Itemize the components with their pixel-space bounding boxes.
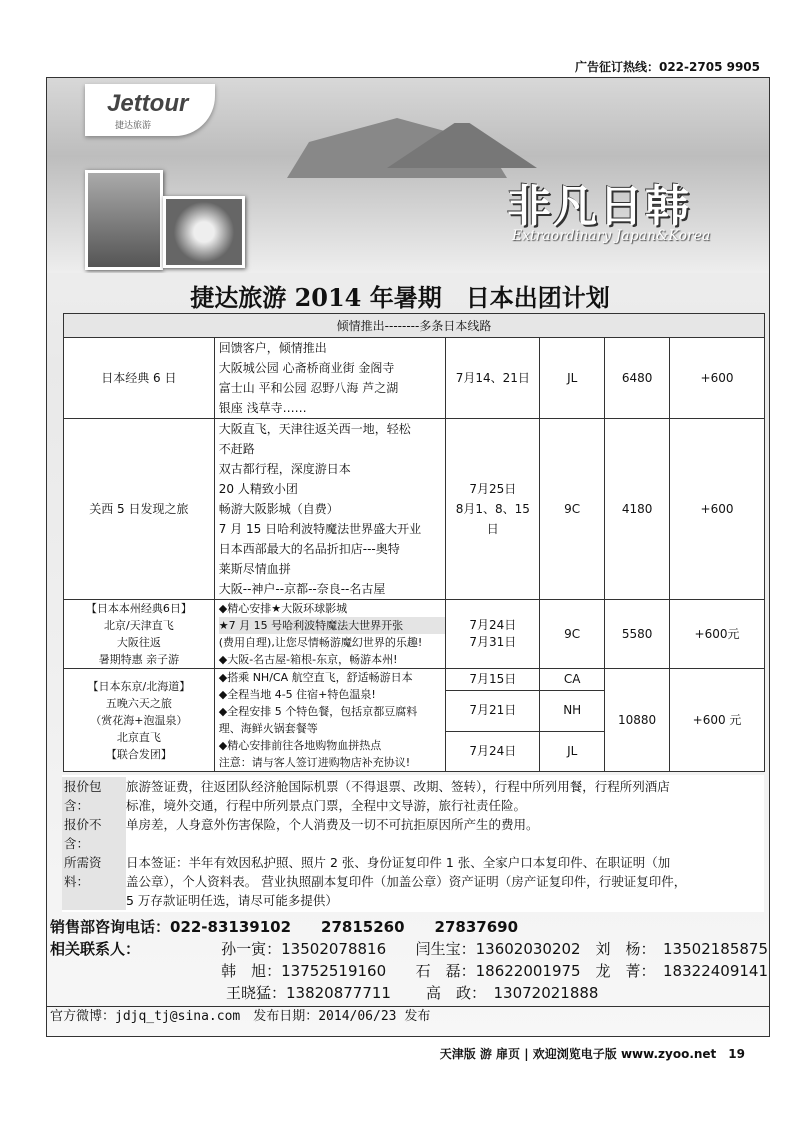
itinerary: ◆精心安排★大阪环球影城 ★7 月 15 号哈利波特魔法大世界开张 (费用自理),让您尽情畅游魔幻世界的乐趣! ◆大阪-名古屋-箱根-东京，畅游本州!: [214, 600, 446, 669]
contacts-label: 相关联系人：: [50, 940, 141, 958]
dates: 7月15日: [446, 669, 540, 691]
table-header: 倾情推出--------多条日本线路: [64, 314, 765, 338]
jettour-logo: Jettour 捷达旅游: [85, 84, 215, 136]
extra-fee: +600 元: [670, 669, 765, 772]
page-footer: 天津版 游 扉页 | 欢迎浏览电子版 www.zyoo.net 19: [439, 1047, 745, 1061]
notes-section: [62, 775, 764, 912]
price: 4180: [605, 419, 670, 600]
price: 6480: [605, 338, 670, 419]
note-included: 报价包含： 旅游签证费，往返团队经济舱国际机票（不得退票、改期、签转），行程中所列用餐，行程所列酒店 标准，境外交通，行程中所列景点门票，全程中文导游，旅行社责任险。: [64, 779, 670, 813]
slogan-en: Extraordinary Japan&Korea: [512, 228, 711, 244]
itinerary: ◆搭乘 NH/CA 航空直飞，舒适畅游日本 ◆全程当地 4-5 住宿+特色温泉! ◆全程安排 5 个特色餐，包括京都豆腐料 理、海鲜火锅套餐等 ◆精心安排前往各地购物血拼热点 注意：请与客人签订进购物店补充协议!: [214, 669, 446, 772]
table-row: [64, 338, 765, 419]
price: 5580: [605, 600, 670, 669]
extra-fee: +600: [670, 419, 765, 600]
dates: 7月21日: [446, 691, 540, 731]
contact: 闫生宝：13602030202: [415, 940, 581, 958]
content-column: [50, 313, 768, 1027]
table-row: [64, 419, 765, 600]
contact: 龙 菁： 18322409141: [595, 962, 768, 980]
banner-image: [47, 78, 769, 273]
contact: 王晓猛：13820877711: [226, 984, 391, 1002]
contact: 石 磊：18622001975: [415, 962, 581, 980]
osaka-castle-photo: [85, 170, 163, 270]
route-name: 【日本本州经典6日】 北京/天津直飞 大阪往返 暑期特惠 亲子游: [64, 600, 215, 669]
ad-hotline: 广告征订热线：022-2705 9905: [574, 60, 760, 74]
airline: 9C: [540, 600, 605, 669]
route-name: 关西 5 日发现之旅: [64, 419, 215, 600]
weibo-and-date: 官方微博：jdjq_tj@sina.com 发布日期：2014/06/23 发布: [50, 1009, 431, 1024]
page-title: 捷达旅游 2014 年暑期 日本出团计划: [190, 283, 610, 312]
note-excluded: 报价不含： 单房差，人身意外伤害保险，个人消费及一切不可抗拒原因所产生的费用。: [64, 817, 539, 851]
table-row: [64, 669, 765, 691]
dates: 7月25日 8月1、8、15 日: [446, 419, 540, 600]
dates: 7月24日 7月31日: [446, 600, 540, 669]
contacts-section: [50, 916, 768, 1004]
airline: NH: [540, 691, 605, 731]
airline: 9C: [540, 419, 605, 600]
itinerary: 大阪直飞，天津往返关西一地，轻松 不赶路 双古都行程，深度游日本 20 人精致小团 畅游大阪影城（自费） 7 月 15 日哈利波特魔法世界盛大开业 日本西部最大的名品折扣店---奥特 莱斯尽情血拼 大阪--神户--京都--奈良--名古屋: [214, 419, 446, 600]
airline: CA: [540, 669, 605, 691]
contact: 刘 杨： 13502185875: [595, 940, 768, 958]
contact: 高 政： 13072021888: [426, 984, 599, 1002]
contact: 韩 旭：13752519160: [221, 962, 387, 980]
sales-phone: 销售部咨询电话：022-83139102 27815260 27837690: [50, 918, 519, 936]
route-name: 日本经典 6 日: [64, 338, 215, 419]
table-row: [64, 600, 765, 669]
dates: 7月14、21日: [446, 338, 540, 419]
extra-fee: +600: [670, 338, 765, 419]
dates: 7月24日: [446, 731, 540, 771]
price: 10880: [605, 669, 670, 772]
route-name: 【日本东京/北海道】 五晚六天之旅 （赏花海+泡温泉） 北京直飞 【联合发团】: [64, 669, 215, 772]
tour-table: [63, 313, 765, 772]
itinerary: 回馈客户，倾情推出 大阪城公园 心斋桥商业街 金阁寺 富士山 平和公园 忍野八海 芦之湖 银座 浅草寺……: [214, 338, 446, 419]
airline: JL: [540, 338, 605, 419]
taekwondo-photo: [163, 196, 245, 268]
airline: JL: [540, 731, 605, 771]
contact: 孙一寅：13502078816: [221, 940, 387, 958]
slogan: 非凡日韩: [507, 181, 691, 232]
extra-fee: +600元: [670, 600, 765, 669]
note-documents: 所需资料： 日本签证：半年有效因私护照、照片 2 张、身份证复印件 1 张、全家户口本复印件、在职证明（加 盖公章），个人资料表。 营业执照副本复印件（加盖公章）资产证明（房产证复印件，行驶证复印件， 5 万存款证明任选，请尽可能多提供）: [64, 855, 687, 908]
